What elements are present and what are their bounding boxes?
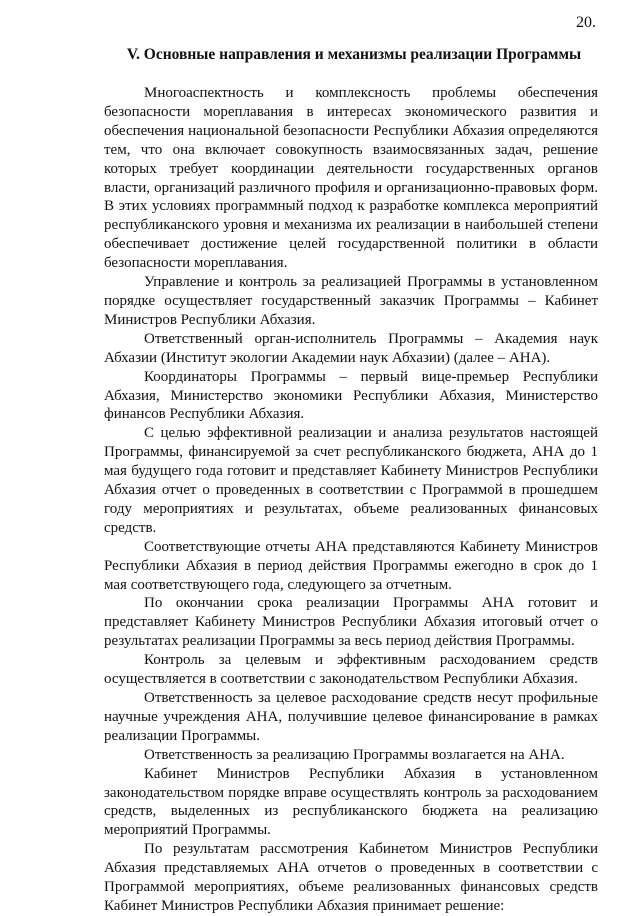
- paragraph-4: Координаторы Программы – первый вице-премьер Республики Абхазия, Министерство экономики Республики Абхазия, Министерство финансов Республики Абхазия.: [104, 368, 598, 423]
- page-number: 20.: [576, 14, 596, 31]
- paragraph-11: Кабинет Министров Республики Абхазия в установленном законодательством порядке вправе осуществлять контроль за расходованием средств, выделенных из республиканского бюджета на реализацию мероприятий Программы.: [104, 765, 598, 839]
- paragraph-2: Управление и контроль за реализацией Программы в установленном порядке осуществляет государственный заказчик Программы – Кабинет Министров Республики Абхазия.: [104, 274, 598, 328]
- paragraph-5: С целью эффективной реализации и анализа результатов настоящей Программы, финансируемой за счет республиканского бюджета, АНА до 1 мая будущего года готовит и представляет Кабинету Министров Республики Абхазия отчет о проведенных в соответствии с Программой в прошедшем году мероприятиях и результатах, объеме реализованных финансовых средств.: [104, 425, 598, 536]
- paragraph-9: Ответственность за целевое расходование средств несут профильные научные учреждения АНА, получившие целевое финансирование в рамках реализации Программы.: [104, 690, 598, 744]
- paragraph-7: По окончании срока реализации Программы АНА готовит и представляет Кабинету Министров Республики Абхазия итоговый отчет о результатах реализации Программы за весь период действия Программы.: [104, 595, 598, 650]
- paragraph-8: Контроль за целевым и эффективным расходованием средств осуществляется в соответствии с законодательством Республики Абхазия.: [104, 652, 598, 688]
- paragraph-3: Ответственный орган-исполнитель Программы – Академия наук Абхазии (Институт экологии Академии наук Абхазии) (далее – АНА).: [104, 330, 598, 366]
- section-title: V. Основные направления и механизмы реализации Программы: [126, 46, 582, 63]
- paragraph-6: Соответствующие отчеты АНА представляются Кабинету Министров Республики Абхазия в период действия Программы ежегодно в срок до 1 мая соответствующего года, следующего за отчетным.: [104, 538, 598, 593]
- paragraph-10: Ответственность за реализацию Программы возлагается на АНА.: [144, 746, 565, 763]
- document-body: [104, 84, 598, 916]
- paragraph-1: Многоаспектность и комплексность проблемы обеспечения безопасности мореплавания в интересах экономического развития и обеспечения национальной безопасности Республики Абхазия определяются тем, что она включает совокупность взаимосвязанных задач, решение которых требует координации деятельности государственных органов власти, организаций различного профиля и организационно-правовых форм. В этих условиях программный подход к разработке комплекса мероприятий республиканского уровня и механизма их реализации в наибольшей степени обеспечивает достижение целей государственной политики в области безопасности мореплавания.: [104, 85, 598, 272]
- paragraph-12: По результатам рассмотрения Кабинетом Министров Республики Абхазия представляемых АНА отчетов о проведенных в соответствии с Программой мероприятиях, объеме реализованных финансовых средств Кабинет Министров Республики Абхазия принимает решение:: [104, 841, 598, 914]
